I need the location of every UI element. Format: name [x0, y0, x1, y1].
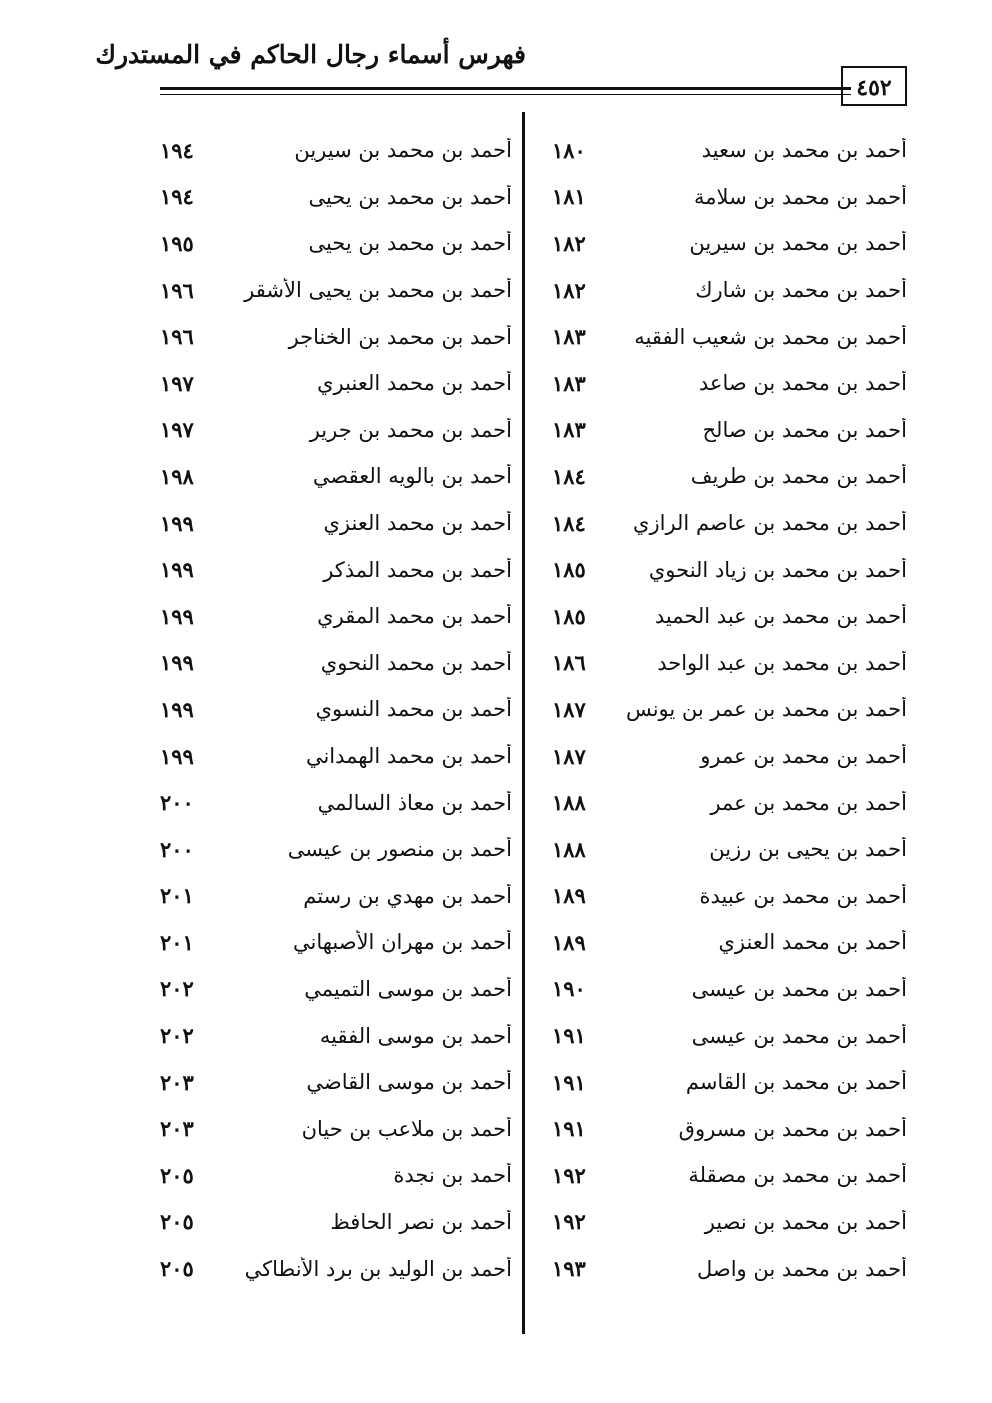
entry-page-number: ١٨٨	[552, 790, 586, 816]
column-divider	[522, 112, 525, 1334]
entry-name: أحمد بن محمد بن عبد الواحد	[657, 650, 907, 675]
entry-page-number: ١٨١	[552, 184, 586, 210]
index-entry	[160, 220, 512, 267]
entry-name: أحمد بن محمد بن سيرين	[294, 138, 512, 163]
index-entry	[160, 826, 512, 873]
index-entry	[160, 267, 512, 314]
index-entry	[160, 1105, 512, 1152]
index-entry	[160, 919, 512, 966]
index-entry	[552, 1105, 907, 1152]
entry-name: أحمد بن محمد النسوي	[315, 697, 512, 722]
entry-name: أحمد بن محمد بن يحيى الأشقر	[244, 278, 512, 303]
entry-page-number: ١٩٩	[160, 650, 194, 676]
entry-name: أحمد بن محمد بن عمر	[710, 790, 907, 815]
entry-name: أحمد بن يحيى بن رزين	[709, 837, 907, 862]
entry-name: أحمد بن محمد بن عمرو	[700, 744, 907, 769]
entry-page-number: ١٩٤	[160, 137, 194, 163]
index-entry	[552, 873, 907, 920]
entry-page-number: ١٩٥	[160, 230, 194, 256]
entry-page-number: ٢٠٣	[160, 1069, 194, 1095]
entry-name: أحمد بن محمد بن زياد النحوي	[648, 557, 907, 582]
index-entry	[552, 1012, 907, 1059]
entry-page-number: ٢٠١	[160, 929, 194, 955]
entry-page-number: ١٩١	[552, 1023, 586, 1049]
entry-name: أحمد بن محمد بن طريف	[690, 464, 907, 489]
entry-name: أحمد بن ملاعب بن حيان	[301, 1116, 512, 1141]
index-entry	[552, 1245, 907, 1292]
index-entry	[552, 733, 907, 780]
index-entry	[552, 1199, 907, 1246]
entry-page-number: ١٩٢	[552, 1162, 586, 1188]
entry-name: أحمد بن مهدي بن رستم	[303, 883, 512, 908]
entry-page-number: ١٨٥	[552, 603, 586, 629]
entry-name: أحمد بن محمد بن شعيب الفقيه	[634, 324, 907, 349]
index-entry	[160, 546, 512, 593]
entry-page-number: ١٩٩	[160, 510, 194, 536]
entry-page-number: ١٨٧	[552, 743, 586, 769]
header-rule-thin	[160, 94, 851, 95]
entry-page-number: ١٨٩	[552, 883, 586, 909]
entry-name: أحمد بن محمد بن عيسى	[691, 976, 907, 1001]
entry-page-number: ١٩٧	[160, 417, 194, 443]
entry-page-number: ١٩٤	[160, 184, 194, 210]
index-entry	[160, 500, 512, 547]
entry-page-number: ٢٠٣	[160, 1116, 194, 1142]
index-column-right	[552, 127, 907, 1292]
index-entry	[552, 407, 907, 454]
entry-page-number: ٢٠٥	[160, 1209, 194, 1235]
entry-page-number: ١٩٦	[160, 324, 194, 350]
entry-name: أحمد بن نصر الحافظ	[330, 1209, 512, 1234]
entry-page-number: ٢٠١	[160, 883, 194, 909]
entry-page-number: ١٩٩	[160, 557, 194, 583]
entry-name: أحمد بن محمد بن صاعد	[698, 371, 907, 396]
entry-page-number: ١٨٣	[552, 417, 586, 443]
entry-name: أحمد بن محمد بن مسروق	[678, 1116, 907, 1141]
entry-page-number: ١٩٩	[160, 743, 194, 769]
index-entry	[552, 640, 907, 687]
index-entry	[160, 453, 512, 500]
index-entry	[552, 546, 907, 593]
entry-page-number: ١٨٧	[552, 696, 586, 722]
entry-page-number: ١٨٣	[552, 324, 586, 350]
entry-page-number: ١٨٩	[552, 929, 586, 955]
index-entry	[160, 966, 512, 1013]
entry-name: أحمد بن محمد المقري	[317, 604, 512, 629]
index-entry	[552, 826, 907, 873]
entry-page-number: ١٩٨	[160, 463, 194, 489]
index-column-left	[160, 127, 512, 1292]
entry-page-number: ١٩٩	[160, 603, 194, 629]
index-entry	[160, 640, 512, 687]
header-rule-thick	[160, 87, 851, 90]
index-entry	[552, 360, 907, 407]
index-entry	[160, 779, 512, 826]
entry-page-number: ٢٠٠	[160, 836, 194, 862]
entry-name: أحمد بن محمد الهمداني	[305, 744, 512, 769]
index-entry	[552, 779, 907, 826]
entry-page-number: ١٨٦	[552, 650, 586, 676]
entry-page-number: ١٩٢	[552, 1209, 586, 1235]
index-entry	[552, 966, 907, 1013]
entry-name: أحمد بن محمد بن يحيى	[308, 231, 512, 256]
entry-page-number: ١٩٧	[160, 370, 194, 396]
index-entry	[552, 919, 907, 966]
running-title: فهرس أسماء رجال الحاكم في المستدرك	[95, 40, 526, 69]
entry-page-number: ١٩٣	[552, 1256, 586, 1282]
entry-name: أحمد بن محمد بن نصير	[704, 1209, 907, 1234]
entry-page-number: ١٩٠	[552, 976, 586, 1002]
entry-name: أحمد بن محمد بن القاسم	[685, 1070, 907, 1095]
entry-page-number: ٢٠٥	[160, 1256, 194, 1282]
entry-page-number: ١٨٢	[552, 230, 586, 256]
entry-name: أحمد بن محمد بن جرير	[309, 417, 512, 442]
entry-page-number: ٢٠٢	[160, 1023, 194, 1049]
index-entry	[552, 1152, 907, 1199]
entry-page-number: ٢٠٥	[160, 1162, 194, 1188]
entry-page-number: ١٨٣	[552, 370, 586, 396]
index-entry	[160, 733, 512, 780]
entry-name: أحمد بن محمد العنبري	[317, 371, 512, 396]
entry-name: أحمد بن محمد بن صالح	[702, 417, 907, 442]
index-entry	[552, 127, 907, 174]
entry-page-number: ١٨٠	[552, 137, 586, 163]
entry-name: أحمد بن معاذ السالمي	[317, 790, 512, 815]
entry-page-number: ١٨٥	[552, 557, 586, 583]
entry-name: أحمد بن محمد بن سلامة	[694, 184, 907, 209]
entry-name: أحمد بن محمد بن واصل	[696, 1256, 907, 1281]
index-entry	[552, 174, 907, 221]
entry-name: أحمد بن محمد بن يحيى	[308, 184, 512, 209]
entry-name: أحمد بن محمد بن مصقلة	[688, 1163, 907, 1188]
entry-name: أحمد بن محمد بن عاصم الرازي	[633, 511, 907, 536]
index-entry	[552, 686, 907, 733]
entry-name: أحمد بن بالويه العقصي	[312, 464, 512, 489]
entry-name: أحمد بن محمد المذكر	[323, 557, 512, 582]
entry-name: أحمد بن منصور بن عيسى	[287, 837, 512, 862]
entry-page-number: ١٨٤	[552, 510, 586, 536]
entry-page-number: ١٨٨	[552, 836, 586, 862]
entry-name: أحمد بن محمد بن عمر بن يونس	[625, 697, 907, 722]
entry-page-number: ٢٠٢	[160, 976, 194, 1002]
entry-name: أحمد بن الوليد بن برد الأنطاكي	[244, 1256, 512, 1281]
entry-name: أحمد بن نجدة	[393, 1163, 512, 1188]
entry-page-number: ١٩١	[552, 1069, 586, 1095]
index-entry	[552, 593, 907, 640]
index-entry	[160, 686, 512, 733]
index-entry	[160, 174, 512, 221]
entry-page-number: ١٩٩	[160, 696, 194, 722]
index-entry	[160, 1012, 512, 1059]
entry-name: أحمد بن مهران الأصبهاني	[292, 930, 512, 955]
entry-page-number: ١٨٤	[552, 463, 586, 489]
index-entry	[552, 453, 907, 500]
index-entry	[160, 360, 512, 407]
entry-name: أحمد بن موسى الفقيه	[319, 1023, 512, 1048]
entry-name: أحمد بن محمد بن سعيد	[701, 138, 907, 163]
index-entry	[160, 1152, 512, 1199]
entry-name: أحمد بن موسى التميمي	[304, 976, 512, 1001]
entry-name: أحمد بن موسى القاضي	[306, 1070, 512, 1095]
page-number-box: ٤٥٢	[841, 66, 907, 106]
entry-name: أحمد بن محمد بن شارك	[695, 278, 907, 303]
entry-name: أحمد بن محمد العنزي	[323, 511, 512, 536]
index-entry	[160, 1199, 512, 1246]
entry-name: أحمد بن محمد النحوي	[320, 650, 512, 675]
entry-page-number: ٢٠٠	[160, 790, 194, 816]
index-entry	[160, 127, 512, 174]
entry-page-number: ١٨٢	[552, 277, 586, 303]
index-entry	[552, 267, 907, 314]
index-entry	[552, 220, 907, 267]
index-entry	[552, 1059, 907, 1106]
entry-page-number: ١٩١	[552, 1116, 586, 1142]
entry-name: أحمد بن محمد بن عيسى	[691, 1023, 907, 1048]
entry-page-number: ١٩٦	[160, 277, 194, 303]
index-entry	[160, 873, 512, 920]
index-entry	[160, 1059, 512, 1106]
index-entry	[160, 593, 512, 640]
index-entry	[160, 313, 512, 360]
entry-name: أحمد بن محمد بن عبيدة	[699, 883, 907, 908]
index-entry	[160, 1245, 512, 1292]
index-entry	[552, 500, 907, 547]
entry-name: أحمد بن محمد بن الخناجر	[288, 324, 512, 349]
entry-name: أحمد بن محمد بن سيرين	[689, 231, 907, 256]
index-entry	[160, 407, 512, 454]
index-entry	[552, 313, 907, 360]
entry-name: أحمد بن محمد بن عبد الحميد	[654, 604, 907, 629]
entry-name: أحمد بن محمد العنزي	[718, 930, 907, 955]
